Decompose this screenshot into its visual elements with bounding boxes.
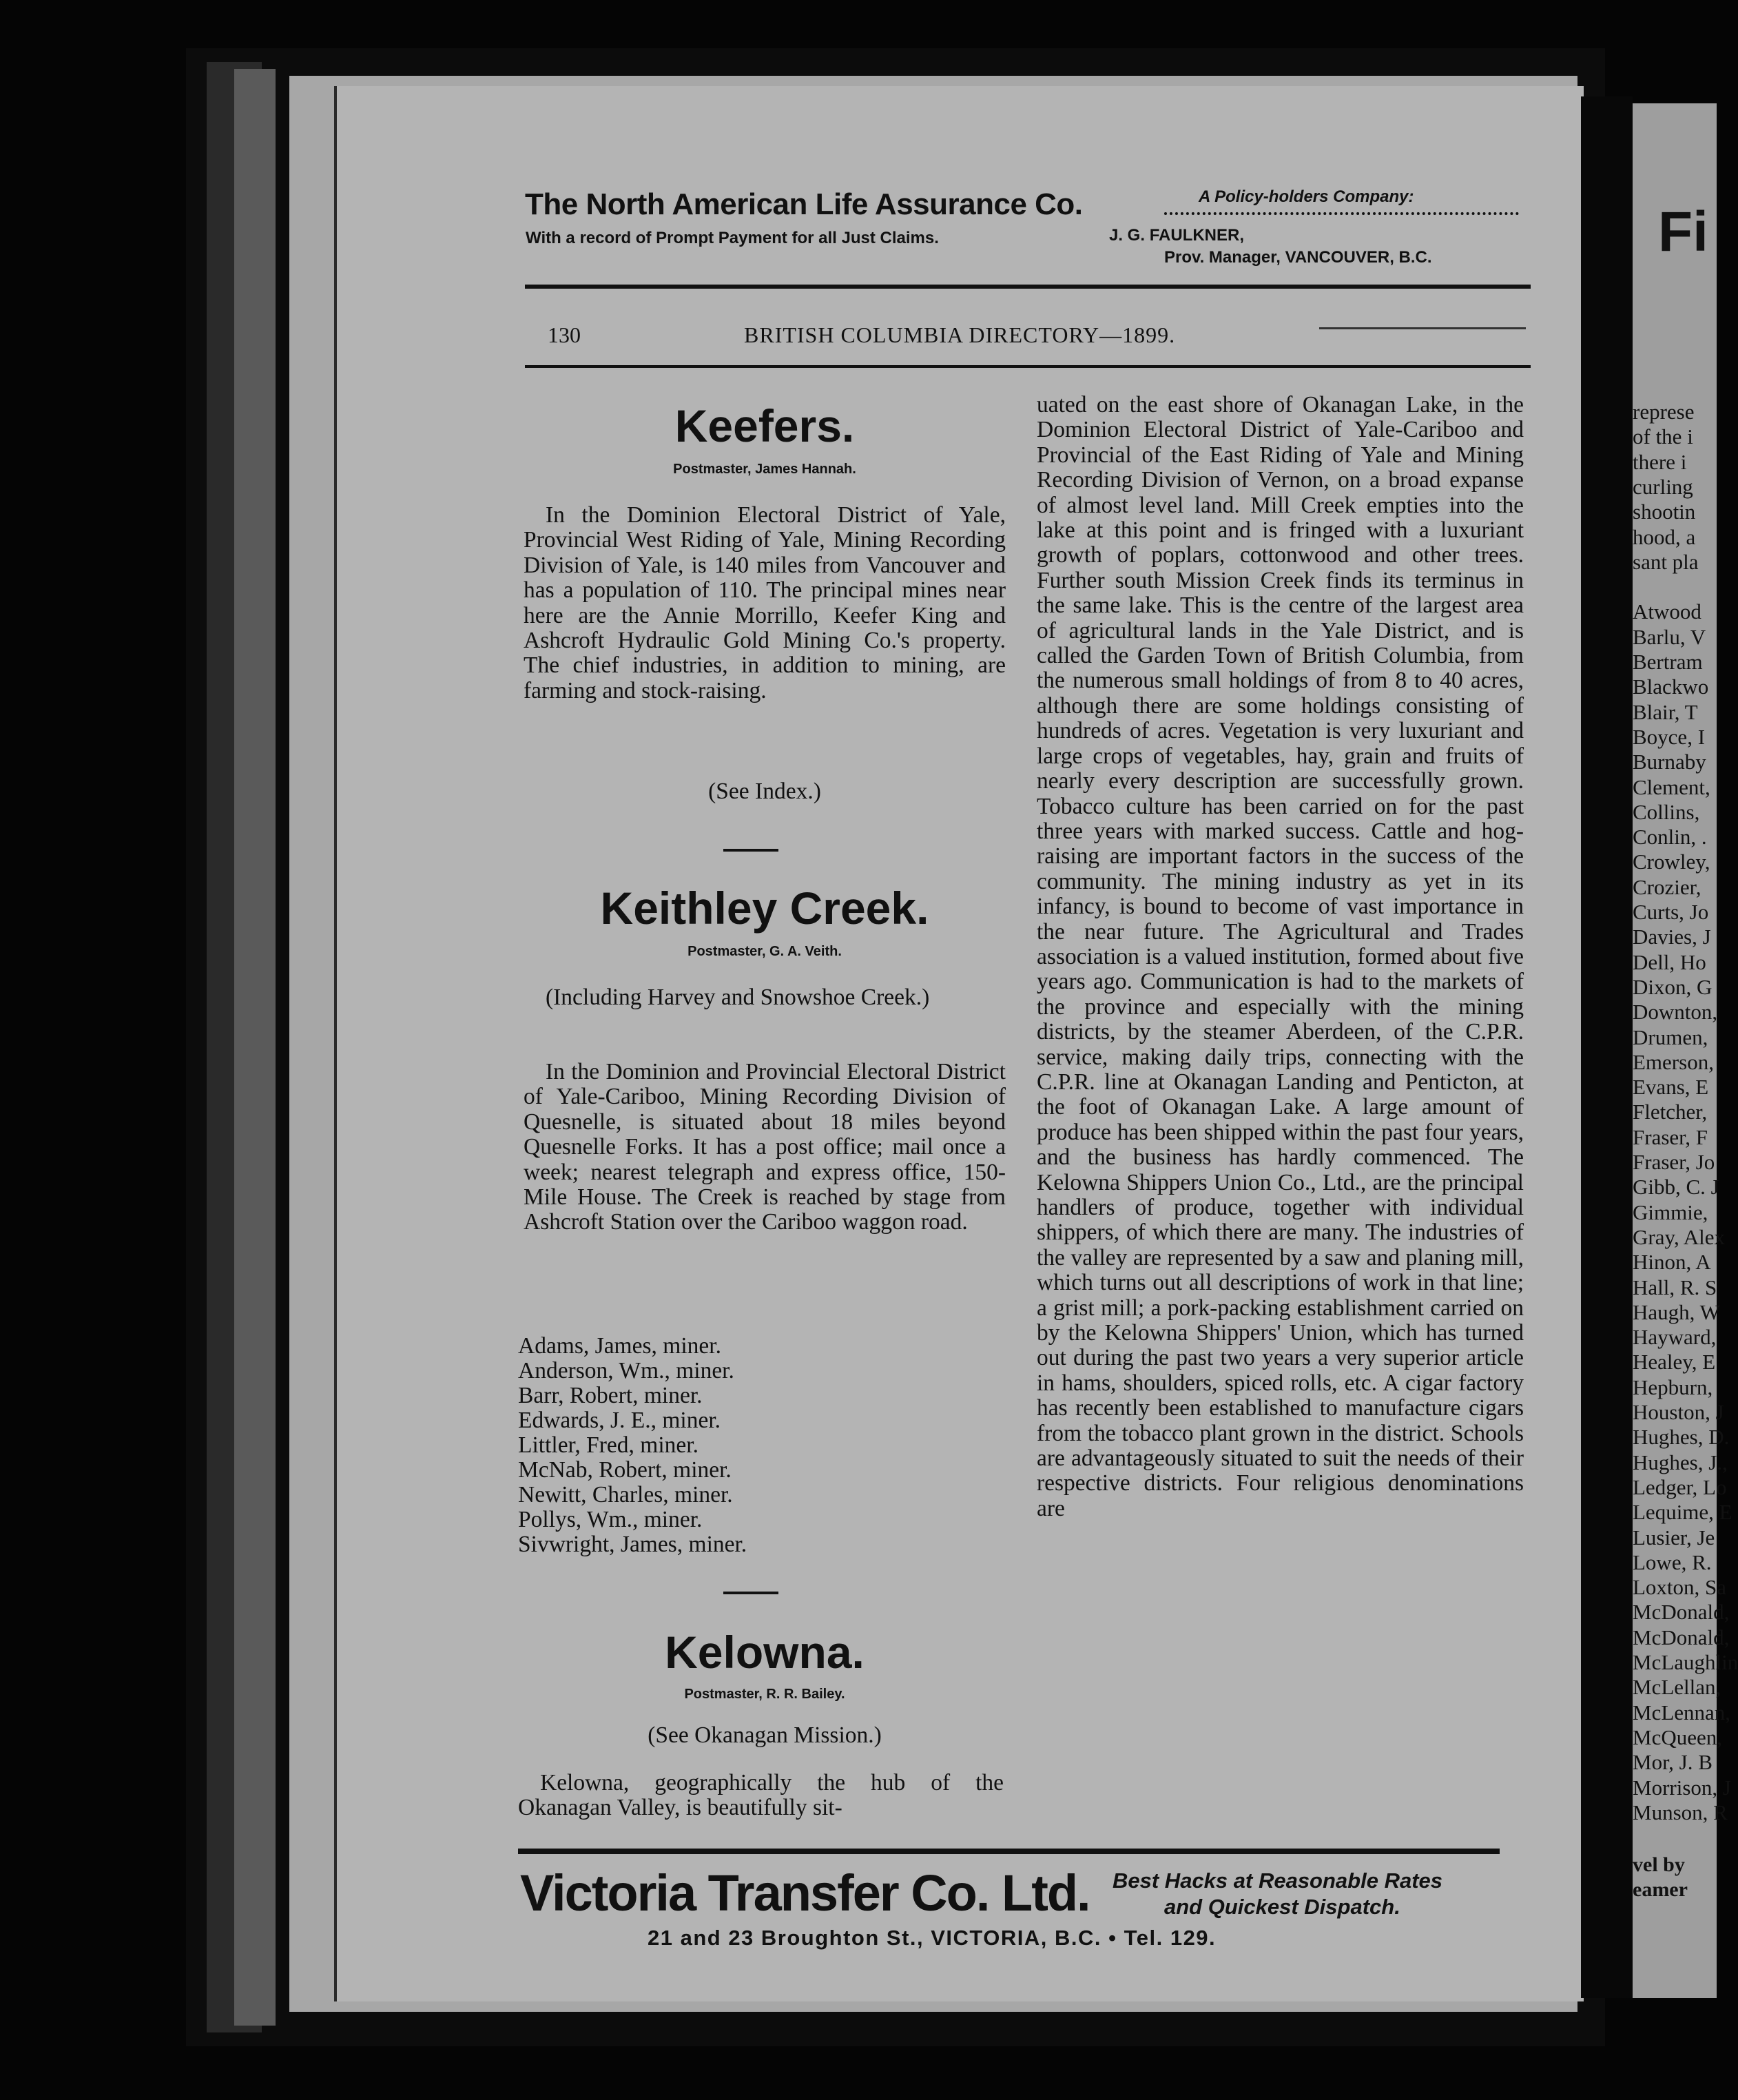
next-page-line: Evans, E	[1633, 1075, 1709, 1100]
header-ad-company: The North American Life Assurance Co.	[525, 187, 1083, 221]
next-page-line: Lequime, E	[1633, 1500, 1732, 1525]
next-page-line: Dell, Ho	[1633, 949, 1706, 974]
footer-rule	[518, 1849, 1500, 1854]
next-page-heading: Fi	[1658, 200, 1708, 263]
resident-entry: Newitt, Charles, miner.	[518, 1482, 733, 1507]
keefers-description: In the Dominion Electoral District of Yale, Provincial West Riding of Yale, Mining Recording Division of Yale, is 140 miles from Vancouver and has a population of 110. The principal mines near here are the Annie Morrillo, Keefer King and Ashcroft Hydraulic Gold Mining Co.'s property. The chief industries, in addition to mining, are farming and stock-raising.	[524, 502, 1006, 703]
next-page-line: curling	[1633, 474, 1693, 499]
next-page-line: Barlu, V	[1633, 624, 1706, 649]
next-page-line: Houston, J	[1633, 1400, 1724, 1424]
keefers-postmaster: Postmaster, James Hannah.	[673, 462, 856, 477]
next-page-line: Hughes, J.,	[1633, 1450, 1728, 1474]
next-page-line: Dixon, G	[1633, 974, 1713, 999]
section-divider	[723, 849, 778, 852]
next-page-line: Clement,	[1633, 774, 1710, 799]
next-page-line: sant pla	[1633, 549, 1699, 574]
next-page-line: McLaughlin	[1633, 1650, 1738, 1674]
keefers-heading: Keefers.	[674, 400, 855, 451]
running-head-blemish	[1319, 327, 1526, 329]
next-page-line: Mor, J. B	[1633, 1750, 1713, 1775]
footer-ad-slogan-1: Best Hacks at Reasonable Rates	[1113, 1869, 1443, 1893]
next-page-line: McDonald,	[1633, 1600, 1730, 1625]
next-page-line: there i	[1633, 449, 1687, 474]
book-gutter	[1581, 96, 1633, 1998]
next-page-line: McQueen,	[1633, 1725, 1722, 1749]
header-ad-agent-title: Prov. Manager, VANCOUVER, B.C.	[1164, 248, 1432, 267]
kelowna-postmaster: Postmaster, R. R. Bailey.	[684, 1687, 845, 1702]
next-page-line: Hinon, A	[1633, 1250, 1711, 1275]
next-page-line: Bertram	[1633, 650, 1703, 674]
next-page-line: Haugh, W	[1633, 1299, 1720, 1324]
header-rule	[525, 285, 1531, 289]
keithley-including: (Including Harvey and Snowshoe Creek.)	[546, 985, 930, 1010]
next-page-line: Munson, R	[1633, 1800, 1728, 1824]
next-page-line: Gimmie,	[1633, 1200, 1708, 1224]
next-page-line: shootin	[1633, 500, 1696, 524]
next-page-line: Collins,	[1633, 799, 1700, 824]
next-page-line: Conlin, .	[1633, 825, 1707, 850]
resident-entry: Barr, Robert, miner.	[518, 1383, 703, 1408]
next-page-line: Morrison, J	[1633, 1775, 1731, 1800]
next-page-line: Fraser, Jo	[1633, 1150, 1715, 1174]
next-page-line: Fraser, F	[1633, 1124, 1708, 1149]
next-page-line: Drumen,	[1633, 1025, 1708, 1049]
next-page-line: of the i	[1633, 424, 1693, 449]
next-page-line: Ledger, Lo	[1633, 1474, 1727, 1499]
next-page-line: Crozier,	[1633, 874, 1701, 899]
next-page-line: Curts, Jo	[1633, 900, 1709, 924]
next-page-line: McLellan,	[1633, 1675, 1721, 1700]
resident-entry: Pollys, Wm., miner.	[518, 1507, 703, 1532]
next-page-line: Crowley,	[1633, 850, 1710, 874]
header-ad-agent: J. G. FAULKNER,	[1109, 226, 1245, 245]
kelowna-continued: uated on the east shore of Okanagan Lake, in the Dominion Electoral District of Yale-Cariboo and Provincial of the East Riding of Yale and Mining Recording Division of Vernon, on a broad expanse of almost level land. Mill Creek empties into the lake at this point and is fringed with a luxuriant growth of poplars, cottonwood and other trees. Further south Mission Creek finds its terminus in the same lake. This is the centre of the largest area of agricultural lands in the Yale District, and is called the Garden Town of British Columbia, from the numerous small holdings of from 8 to 40 acres, although there are some holdings consisting of hundreds of acres. Vegetation is very luxuriant and large crops of vegetables, hay, grain and fruits of nearly every description are successfully grown. Tobacco culture has been carried on for the past three years with marked success. Cattle and hog-raising are important factors in the success of the community. The mining industry as yet in its infancy, is bound to become of vast importance in the near future. The Agricultural and Trades association is a valued institution, formed about five years ago. Communication is had to the markets of the province and especially with the mining districts, by the steamer Aberdeen, of the C.P.R. service, making daily trips, connecting with the C.P.R. line at Okanagan Landing and Penticton, at the foot of Okanagan Lake. A large amount of produce has been shipped within the past four years, and the business has hardly commenced. The Kelowna Shippers Union Co., Ltd., are the principal handlers of produce, together with individual shippers, of which there are many. The industries of the valley are represented by a saw and planing mill, which turns out all descriptions of work in that line; a grist mill; a pork-packing establishment carried on by the Kelowna Shippers' Union, which has turned out during the past two years a very superior article in hams, shoulders, spiced rolls, etc. A cigar factory has recently been established to manufacture cigars from the tobacco plant grown in the district. Schools are advantageously situated to suit the needs of their respective districts. Four religious denominations are	[1037, 392, 1524, 1521]
next-page-line: Blackwo	[1633, 675, 1709, 699]
next-page-line: Gibb, C. J	[1633, 1175, 1719, 1200]
resident-entry: Littler, Fred, miner.	[518, 1432, 699, 1458]
next-page-line: Healey, E	[1633, 1350, 1716, 1375]
kelowna-heading: Kelowna.	[665, 1627, 865, 1678]
keefers-see: (See Index.)	[708, 779, 821, 804]
kelowna-see: (See Okanagan Mission.)	[648, 1722, 882, 1748]
next-page-line: Downton,	[1633, 1000, 1718, 1025]
header-ad-dotted-rule	[1164, 212, 1519, 215]
next-page-line: Loxton, Sa	[1633, 1575, 1727, 1600]
next-page-line: Davies, J	[1633, 925, 1711, 949]
next-page-line: Boyce, I	[1633, 724, 1706, 749]
next-page-footer-1: vel by	[1633, 1853, 1685, 1876]
next-page-line: represe	[1633, 400, 1695, 424]
next-page-line: Gray, Alex	[1633, 1224, 1726, 1249]
resident-entry: Anderson, Wm., miner.	[518, 1358, 734, 1383]
next-page-footer-2: eamer	[1633, 1878, 1688, 1901]
running-title: BRITISH COLUMBIA DIRECTORY—1899.	[744, 322, 1176, 347]
next-page-line: Fletcher,	[1633, 1100, 1708, 1124]
next-page-line: McLennan,	[1633, 1700, 1731, 1725]
next-page-line: Burnaby	[1633, 750, 1706, 774]
footer-ad-company: Victoria Transfer Co. Ltd.	[520, 1864, 1090, 1922]
kelowna-intro: Kelowna, geographically the hub of the Okanagan Valley, is beautifully sit-	[518, 1770, 1004, 1821]
next-page-fragment	[1633, 103, 1738, 1998]
running-head-rule	[525, 365, 1531, 368]
resident-entry: Adams, James, miner.	[518, 1333, 721, 1359]
header-ad-record: With a record of Prompt Payment for all Just Claims.	[526, 229, 939, 247]
next-page-line: hood, a	[1633, 524, 1696, 549]
next-page-line: Blair, T	[1633, 699, 1698, 724]
next-page-line: Hayward,	[1633, 1325, 1717, 1350]
keithley-postmaster: Postmaster, G. A. Veith.	[687, 944, 842, 959]
footer-ad-slogan-2: and Quickest Dispatch.	[1164, 1895, 1400, 1919]
page-edges-inner	[234, 69, 276, 2026]
section-divider	[723, 1592, 778, 1594]
header-ad-policy: A Policy-holders Company:	[1199, 187, 1414, 206]
page-number: 130	[548, 322, 581, 347]
next-page-line: Hall, R. S	[1633, 1275, 1717, 1299]
next-page-line: Lusier, Je	[1633, 1525, 1715, 1550]
resident-entry: Edwards, J. E., miner.	[518, 1408, 721, 1433]
keithley-heading: Keithley Creek.	[600, 883, 929, 934]
next-page-line: Lowe, R.	[1633, 1550, 1712, 1574]
next-page-line: Emerson,	[1633, 1049, 1714, 1074]
next-page-line: Hepburn,	[1633, 1375, 1713, 1399]
footer-ad-address: 21 and 23 Broughton St., VICTORIA, B.C. • Tel. 129.	[648, 1926, 1217, 1950]
resident-entry: Sivwright, James, miner.	[518, 1532, 747, 1557]
next-page-line: McDonald,	[1633, 1625, 1730, 1649]
keithley-residents	[518, 1334, 1000, 1557]
resident-entry: McNab, Robert, miner.	[518, 1457, 732, 1483]
keithley-description: In the Dominion and Provincial Electoral District of Yale-Cariboo, Mining Recording Division of Quesnelle, is situated about 18 miles beyond Quesnelle Forks. It has a post office; mail once a week; nearest telegraph and express office, 150-Mile House. The Creek is reached by stage from Ashcroft Station over the Cariboo waggon road.	[524, 1059, 1006, 1235]
next-page-line: Atwood	[1633, 599, 1701, 624]
next-page-line: Hughes, D.	[1633, 1425, 1730, 1450]
